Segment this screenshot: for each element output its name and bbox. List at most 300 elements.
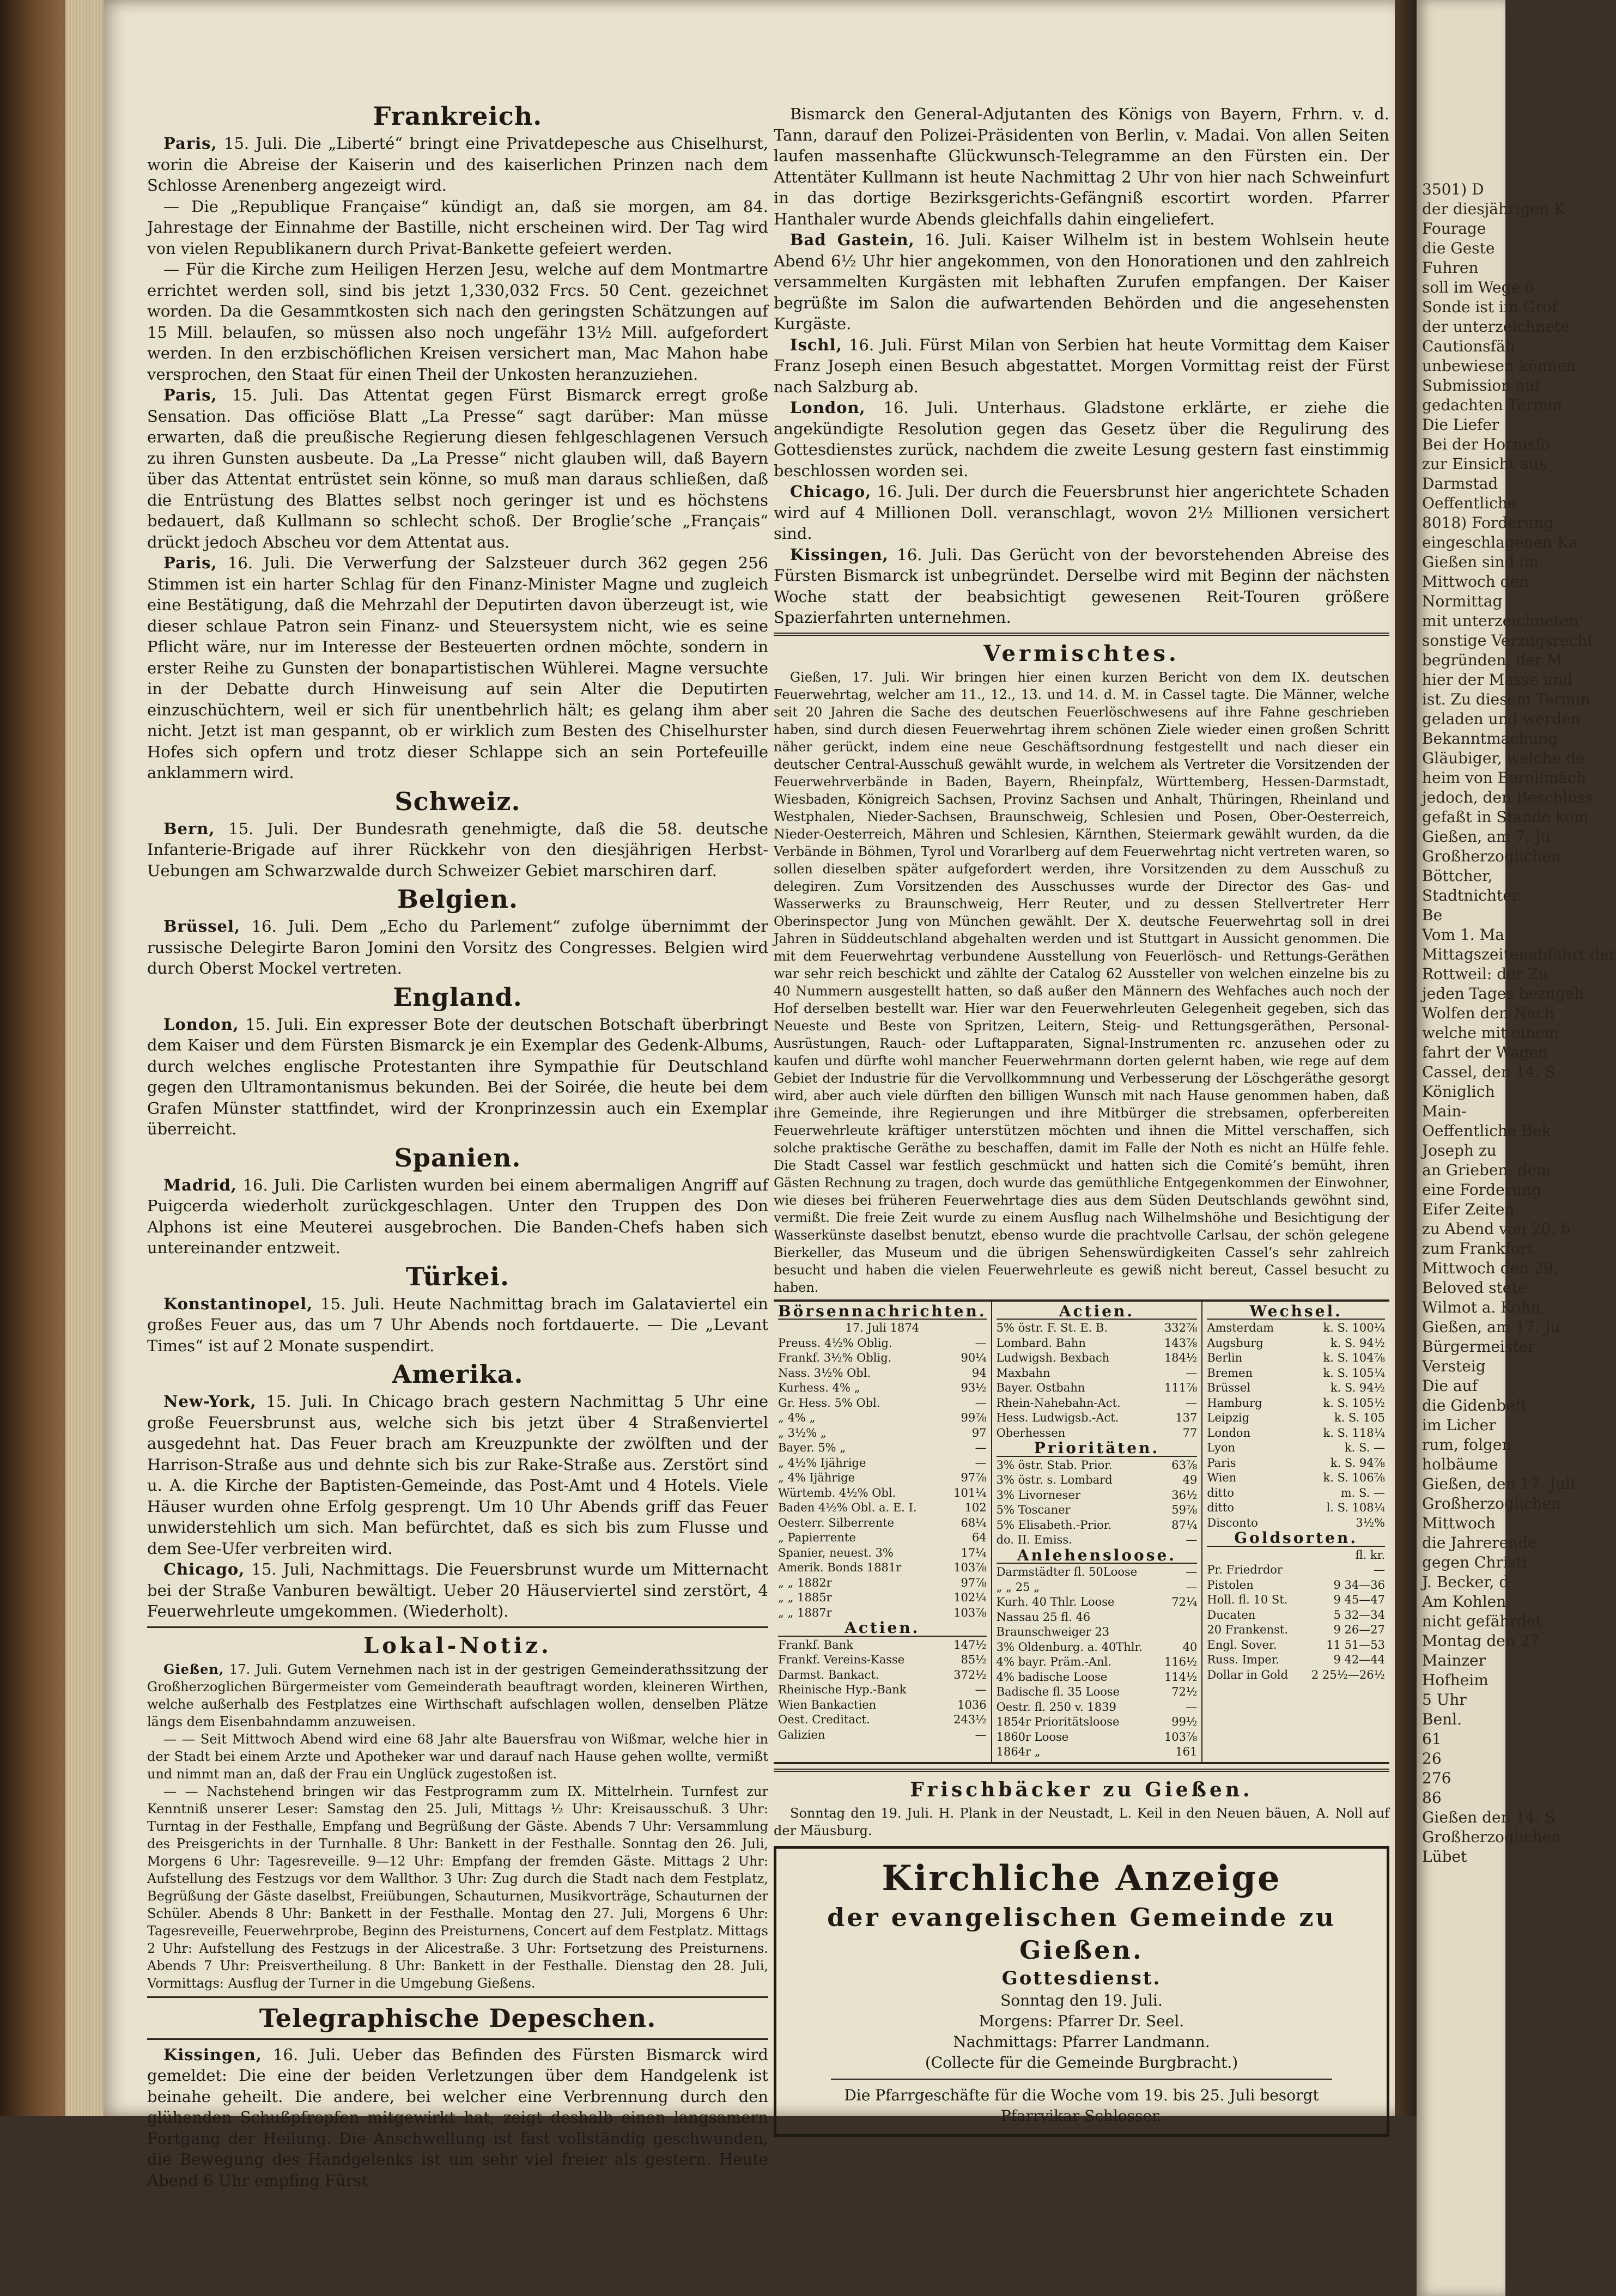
adjacent-page-line: Mittwoch — [1422, 1514, 1496, 1532]
security-rate: 161 — [1175, 1745, 1198, 1758]
adjacent-page-line: zum Frankfort — [1422, 1240, 1534, 1258]
exchange-row — [778, 1606, 987, 1621]
exchange-row — [997, 1595, 1198, 1610]
security-name: Lombard. Bahn — [996, 1336, 1086, 1350]
security-rate: 36½ — [1171, 1488, 1198, 1502]
adjacent-page-line: Main- — [1422, 1102, 1467, 1120]
dateline: Konstantinopel, — [163, 1294, 313, 1313]
exchange-heading: Wechsel. — [1207, 1304, 1385, 1320]
security-name: Engl. Sover. — [1207, 1638, 1277, 1651]
article-paragraph — [774, 481, 1389, 544]
security-name: Kurhess. 4% „ — [778, 1381, 860, 1394]
security-rate: k. S. 94½ — [1330, 1336, 1385, 1350]
security-rate: 1036 — [957, 1698, 987, 1711]
security-rate: k. S. 105¼ — [1323, 1366, 1385, 1380]
security-rate: — — [975, 1683, 987, 1696]
security-name: 20 Frankenst. — [1207, 1623, 1288, 1636]
article-paragraph — [147, 1559, 768, 1622]
article-paragraph — [147, 1175, 768, 1259]
security-rate: k. S. 105½ — [1323, 1396, 1385, 1410]
exchange-row — [1207, 1441, 1385, 1456]
security-rate: k. S. 100¼ — [1323, 1321, 1385, 1334]
section-heading-frischbaecker: Frischbäcker zu Gießen. — [910, 1778, 1253, 1801]
exchange-row — [997, 1411, 1198, 1426]
security-name: Russ. Imper. — [1207, 1653, 1280, 1666]
adjacent-page-line: 276 — [1422, 1769, 1451, 1787]
adjacent-page — [1417, 0, 1616, 2296]
security-rate: 11 51—53 — [1326, 1638, 1385, 1651]
exchange-row — [778, 1712, 987, 1728]
adjacent-page-line: der diesjährigen K — [1422, 200, 1565, 218]
exchange-row — [778, 1486, 987, 1501]
article-paragraph — [147, 1661, 768, 1730]
exchange-row — [1207, 1381, 1385, 1396]
adjacent-page-line: rum, folgen — [1422, 1436, 1512, 1454]
security-rate: 68¼ — [961, 1516, 987, 1529]
dateline: Ischl, — [790, 335, 842, 354]
adjacent-page-line: Oeffentliche Bek — [1422, 1122, 1551, 1140]
exchange-row — [778, 1728, 987, 1743]
security-name: Bayer. 5% „ — [778, 1441, 846, 1454]
section-heading-frankreich: Frankreich. — [373, 101, 543, 131]
exchange-row — [778, 1590, 987, 1606]
exchange-row — [778, 1426, 987, 1441]
security-name: Holl. fl. 10 St. — [1207, 1593, 1288, 1606]
security-name: Rhein-Nahebahn-Act. — [996, 1396, 1121, 1410]
article-text: 17. Juli. Gutem Vernehmen nach ist in der gestrigen Gemeinderathssitzung der Großherzoglichen Bürgermeister vom Gemeinderath beauftragt worden, kleineren Wirthen, welche außerhalb des Festplatzes eine Wirthschaft aufschlagen wollen, denselben Plätze längs dem Eisenbahndamm anzuweisen. — [147, 1661, 768, 1729]
exchange-row — [997, 1565, 1198, 1580]
exchange-row — [1207, 1411, 1385, 1426]
dateline: Chicago, — [790, 482, 872, 501]
adjacent-page-line: Darmstad — [1422, 475, 1498, 493]
adjacent-page-line: Am Kohlen — [1422, 1593, 1506, 1611]
security-rate: 87¼ — [1171, 1518, 1198, 1532]
security-rate: 93½ — [961, 1381, 987, 1394]
article-paragraph — [147, 1783, 768, 1992]
exchange-row — [1207, 1321, 1385, 1336]
article-text: — Die „Republique Française“ kündigt an, daß sie morgen, am 84. Jahrestage der Einnahme der Bastille, nicht erscheinen wird. Der Tag wird von vielen Republikanern durch Privat-Bankette gefeiert werden. — [147, 197, 768, 258]
security-rate: 9 42—44 — [1333, 1653, 1385, 1666]
article-paragraph — [147, 552, 768, 783]
church-notice — [774, 1846, 1389, 2137]
exchange-row — [997, 1396, 1198, 1411]
security-rate: 49 — [1182, 1473, 1198, 1486]
exchange-row — [778, 1381, 987, 1396]
church-notice-date: Sonntag den 19. Juli. — [1000, 1991, 1163, 2009]
adjacent-page-line: 86 — [1422, 1789, 1442, 1807]
exchange-row — [778, 1576, 987, 1591]
adjacent-page-line: Mittwoch den — [1422, 573, 1529, 591]
security-rate: 59⅞ — [1171, 1503, 1198, 1516]
security-rate: 94 — [971, 1366, 987, 1380]
article-text: 16. Juli. Unterhaus. Gladstone erklärte, er ziehe die angekündigte Resolution gegen das Gesetz über die Regulirung des Gottesdienstes zurück, nachdem die zweite Lesung gestern fast einstimmig beschlossen worden sei. — [774, 398, 1389, 480]
security-name: Ducaten — [1207, 1608, 1256, 1621]
security-rate: — — [1186, 1533, 1198, 1546]
security-name: 1860r Loose — [996, 1730, 1069, 1744]
security-rate: — — [1186, 1565, 1198, 1578]
exchange-row — [778, 1366, 987, 1381]
adjacent-page-line: Gießen, den 17. Juli — [1422, 1475, 1576, 1493]
adjacent-page-line: gedachten Termin — [1422, 396, 1563, 414]
security-rate: 184½ — [1164, 1351, 1198, 1364]
article-paragraph — [147, 916, 768, 979]
security-name: Brüssel — [1207, 1381, 1251, 1394]
divider — [147, 2038, 768, 2040]
adjacent-page-line: an Grieben, dem — [1422, 1161, 1551, 1179]
security-name: 3% Livorneser — [996, 1488, 1080, 1502]
adjacent-page-line: 61 — [1422, 1730, 1442, 1748]
exchange-subheading: Goldsorten. — [1207, 1530, 1385, 1547]
exchange-row — [997, 1533, 1198, 1548]
exchange-row — [997, 1366, 1198, 1381]
dateline: Gießen, — [163, 1661, 224, 1677]
adjacent-page-line: Fuhren — [1422, 259, 1479, 277]
exchange-row — [1207, 1501, 1385, 1516]
exchange-row — [1207, 1653, 1385, 1668]
adjacent-page-line: Lübet — [1422, 1848, 1467, 1866]
security-name: 4% badische Loose — [996, 1670, 1108, 1684]
adjacent-page-line: geladen und werden — [1422, 710, 1581, 728]
security-rate: 3½% — [1356, 1516, 1385, 1529]
frischbaecker-text: Sonntag den 19. Juli. H. Plank in der Neustadt, L. Keil in den Neuen bäuen, A. Noll auf der Mäusburg. — [774, 1805, 1389, 1838]
adjacent-page-line: fahrt der Wagen — [1422, 1043, 1548, 1061]
exchange-row — [1207, 1516, 1385, 1531]
security-rate: 40 — [1182, 1640, 1198, 1654]
section-heading-amerika: Amerika. — [392, 1359, 524, 1389]
dateline: London, — [163, 1015, 239, 1034]
security-name: Disconto — [1207, 1516, 1258, 1529]
article-text: 16. Juli. Kaiser Wilhelm ist in bestem Wohlsein heute Abend 6½ Uhr hier angekommen, von den Honorationen und den zahlreich versammelten Kurgästen mit lebhaften Zurufen empfangen. Der Kaiser begrüßte im Salon die aufwartenden Behörden und die angesehensten Kurgäste. — [774, 230, 1389, 333]
article-text: 16. Juli. Die Carlisten wurden bei einem abermaligen Angriff auf Puigcerda wiederholt zurückgeschlagen. Unter den Truppen des Don Alphons ist eine Meuterei ausgebrochen. Die Banden-Chefs haben sich untereinander entzweit. — [147, 1175, 768, 1257]
security-rate: — — [1186, 1700, 1198, 1714]
article-paragraph — [147, 1730, 768, 1783]
security-name: Wien Bankactien — [778, 1698, 877, 1711]
adjacent-page-line: Die auf — [1422, 1377, 1478, 1395]
adjacent-page-line: Beloved stete — [1422, 1279, 1527, 1297]
dateline: Paris, — [163, 386, 217, 404]
adjacent-page-line: Be — [1422, 906, 1443, 924]
adjacent-page-line: ist. Zu diesem Termin — [1422, 690, 1590, 708]
article-paragraph — [774, 335, 1389, 398]
article-text: 15. Juli. In Chicago brach gestern Nachmittag 5 Uhr eine große Feuersbrunst aus, welche sich bis jetzt über 4 Straßenviertel ausgedehnt hat. Das Feuer brach am Kreuzpunkte der zwölften und der Harrison-Straße aus und dehnte sich bis zur Rake-Straße aus. Zerstört sind u. A. die Kirche der Baptisten-Gemeinde, das Post-Amt und 4 Hotels. Viele Häuser wurden ohne Erfolg gesprengt. Um 10 Uhr Abends griff das Feuer unwiderstehlich um sich. Man befürchtet, daß es sich bis zum Flusse und dem See-Ufer verbreiten wird. — [147, 1392, 768, 1558]
security-rate: 101¼ — [953, 1486, 987, 1499]
security-name: Galizien — [778, 1728, 825, 1741]
article-paragraph — [774, 397, 1389, 481]
exchange-row — [778, 1698, 987, 1713]
security-rate: k. S. 105 — [1334, 1411, 1385, 1424]
section-telegraph — [147, 2044, 768, 2191]
exchange-row — [1207, 1336, 1385, 1351]
article-paragraph — [774, 229, 1389, 335]
adjacent-page-line: jedoch, den Beschlüss — [1422, 788, 1593, 806]
security-rate: k. S. 94½ — [1330, 1381, 1385, 1394]
security-rate: 9 34—36 — [1333, 1578, 1385, 1592]
security-rate: 5 32—34 — [1333, 1608, 1385, 1621]
security-rate: 2 25½—26½ — [1311, 1668, 1385, 1681]
article-paragraph — [147, 1014, 768, 1140]
dateline: Bern, — [163, 819, 215, 838]
adjacent-page-line: Rottweil: der Zu — [1422, 965, 1548, 983]
security-rate: k. S. 104⅞ — [1323, 1351, 1385, 1364]
church-notice-subtitle: der evangelischen Gemeinde zu Gießen. — [827, 1902, 1336, 1965]
exchange-row — [778, 1471, 987, 1486]
exchange-row — [997, 1503, 1198, 1518]
adjacent-page-line: Versteig — [1422, 1357, 1486, 1375]
book-binding — [0, 0, 104, 2116]
church-notice-duty: Die Pfarrgeschäfte für die Woche vom 19. bis 25. Juli besorgt — [844, 2086, 1319, 2104]
church-notice-afternoon: Nachmittags: Pfarrer Landmann. — [953, 2032, 1210, 2051]
exchange-row — [778, 1516, 987, 1531]
security-rate: — — [975, 1441, 987, 1454]
security-name: Frankf. 3½% Oblig. — [778, 1351, 892, 1364]
exchange-row — [1207, 1638, 1385, 1653]
security-name: Amsterdam — [1207, 1321, 1274, 1334]
church-notice-title: Kirchliche Anzeige — [882, 1857, 1281, 1899]
security-name: Pistolen — [1207, 1578, 1254, 1592]
exchange-row — [997, 1426, 1198, 1441]
article-paragraph — [774, 544, 1389, 628]
adjacent-page-line: Hofheim — [1422, 1671, 1489, 1689]
exchange-row — [778, 1351, 987, 1366]
exchange-row — [778, 1530, 987, 1546]
exchange-row — [1207, 1578, 1385, 1593]
dateline: Kissingen, — [163, 2045, 262, 2064]
article-text: 15. Juli. Das Attentat gegen Fürst Bismarck erregt große Sensation. Das officiöse Blatt „La Presse“ sagt darüber: Man müsse erwarten, daß die preußische Regierung diesen fehlgeschlagenen Versuch zu ihren Gunsten ausbeute. Da „La Presse“ nicht glauben will, daß Bayern über das Attentat entrüstet sein könne, so muß man daraus schließen, daß die Entrüstung des Blattes selbst noch geringer ist und es höchstens bedauert, daß Kullmann so schlecht schoß. Der Broglie’sche „Français“ drückt jedoch Abscheu vor dem Attentat aus. — [147, 386, 768, 551]
exchange-heading: Actien. — [997, 1304, 1198, 1320]
security-name: „ 4% Ijährige — [778, 1471, 855, 1484]
security-rate: 99½ — [1171, 1715, 1198, 1728]
adjacent-page-line: die Gidenbeft — [1422, 1396, 1527, 1414]
dateline: Brüssel, — [163, 917, 241, 936]
article-paragraph — [147, 2044, 768, 2191]
security-name: „ „ 25 „ — [996, 1580, 1040, 1594]
exchange-row — [778, 1501, 987, 1516]
exchange-row — [997, 1473, 1198, 1488]
exchange-row — [1207, 1366, 1385, 1381]
security-name: „ 4½% Ijährige — [778, 1456, 866, 1469]
adjacent-page-line: Böttcher, — [1422, 867, 1493, 885]
article-text: Bismarck den General-Adjutanten des Königs von Bayern, Frhrn. v. d. Tann, darauf den Polizei-Präsidenten von Berlin, v. Madai. Von allen Seiten laufen massenhafte Glückwunsch-Telegramme an den Fürsten ein. Der Attentäter Kullmann ist heute Nachmittag 2 Uhr von hier nach Schweinfurt in das dortige Bezirksgerichts-Gefängniß escortirt worden. Pfarrer Hanthaler wurde Abends gleichfalls dahin eingeliefert. — [774, 105, 1389, 228]
security-rate: 143⅞ — [1164, 1336, 1198, 1350]
section-heading-vermischtes: Vermischtes. — [983, 640, 1180, 666]
divider — [147, 1996, 768, 1998]
security-name: Maxbahn — [996, 1366, 1050, 1380]
security-name: 3% Oldenburg. a. 40Thlr. — [996, 1640, 1143, 1654]
exchange-row — [778, 1668, 987, 1683]
adjacent-page-line: Gießen den 14. S — [1422, 1808, 1556, 1826]
dateline: Chicago, — [163, 1560, 245, 1578]
adjacent-page-line: Normittag — [1422, 592, 1503, 610]
security-name: Hamburg — [1207, 1396, 1262, 1410]
article-text: 16. Juli. Das Gerücht von der bevorstehenden Abreise des Fürsten Bismarck ist unbegründet. Derselbe wird mit Beginn der nächsten Woche statt der beabsichtigt gewesenen Reit-Touren größere Spazierfahrten unternehmen. — [774, 545, 1389, 627]
section-spanien — [147, 1175, 768, 1259]
security-name: do. II. Emiss. — [996, 1533, 1072, 1546]
security-name: Rheinische Hyp.-Bank — [778, 1683, 907, 1696]
exchange-row — [778, 1411, 987, 1426]
adjacent-page-line: Mainzer — [1422, 1651, 1486, 1669]
section-lokal — [147, 1661, 768, 1992]
exchange-row — [997, 1700, 1198, 1715]
exchange-row — [1207, 1471, 1385, 1486]
adjacent-page-line: Cassel, den 14. S — [1422, 1063, 1556, 1081]
security-name: 5% östr. F. St. E. B. — [996, 1321, 1108, 1334]
exchange-row — [997, 1458, 1198, 1473]
security-name: Augsburg — [1207, 1336, 1263, 1350]
section-heading-telegraph: Telegraphische Depeschen. — [259, 2003, 657, 2033]
security-name: Oberhessen — [996, 1426, 1066, 1439]
security-rate: 103⅞ — [953, 1561, 987, 1574]
exchange-row — [778, 1560, 987, 1576]
book-gutter — [1395, 0, 1417, 2116]
security-name: „ 3½% „ — [778, 1426, 827, 1439]
adjacent-page-line: Mittwoch den 29. — [1422, 1259, 1558, 1277]
exchange-row — [997, 1488, 1198, 1503]
exchange-row — [1207, 1351, 1385, 1366]
article-text: — — Seit Mittwoch Abend wird eine 68 Jahr alte Bauersfrau von Wißmar, welche hier in der Stadt bei einem Arzte und Apotheker war und darauf nach Hause gehen wollte, vermißt und nimmt man an, daß der Frau ein Unglück zugestoßen ist. — [147, 1731, 768, 1782]
security-name: Nassau 25 fl. 46 — [996, 1610, 1091, 1624]
exchange-row — [778, 1546, 987, 1561]
exchange-row — [997, 1745, 1198, 1760]
article-text: 16. Juli. Die Verwerfung der Salzsteuer durch 362 gegen 256 Stimmen ist ein harter Schlag für den Finanz-Minister Magne und zugleich eine Bestätigung, daß die Mehrzahl der Deputirten davon überzeugt ist, wie dieser schlaue Patron sein Finanz- und Steuersystem nicht, wie es seine Pflicht wäre, nur im Interesse der Besteuerten ordnen möchte, sondern in erster Reihe zu Gunsten der bonapartistischen Wühlerei. Magne versuchte in der Debatte durch Hinweisung auf sein Alter die Deputirten einzuschüchtern, weil er sich für unentbehrlich hält; es gelang ihm aber nicht. Jetzt ist man gespannt, ob er wirklich zum Besten des Chiselhurster Hofes sich opfern und trotz dieser Schlappe sich an sein Portefeuille anklammern wird. — [147, 554, 768, 782]
exchange-row — [1207, 1486, 1385, 1501]
security-name: Darmstädter fl. 50Loose — [996, 1565, 1138, 1578]
article-text: 16. Juli. Fürst Milan von Serbien hat heute Vormittag dem Kaiser Franz Joseph einen Besuch abgestattet. Morgen Vormittag reist der Fürst nach Salzburg ab. — [774, 335, 1389, 396]
security-name: Paris — [1207, 1456, 1236, 1469]
exchange-row — [778, 1396, 987, 1411]
security-name: Gr. Hess. 5% Obl. — [778, 1396, 880, 1410]
dateline: London, — [790, 398, 866, 417]
adjacent-page-line: Königlich — [1422, 1083, 1495, 1101]
adjacent-page-line: Bei der Hornisfo — [1422, 435, 1551, 453]
security-rate: k. S. 118¼ — [1323, 1426, 1385, 1439]
section-heading-lokal: Lokal-Notiz. — [363, 1632, 552, 1659]
security-rate: 9 45—47 — [1333, 1593, 1385, 1606]
exchange-subheading: Prioritäten. — [997, 1441, 1198, 1457]
security-name: „ „ 1882r — [778, 1576, 832, 1589]
adjacent-page-line: Vom 1. Ma — [1422, 926, 1504, 944]
security-rate: 243½ — [953, 1713, 987, 1726]
security-rate: 64 — [971, 1531, 987, 1544]
section-belgien — [147, 916, 768, 979]
dateline: Madrid, — [163, 1175, 237, 1194]
section-heading-england: England. — [393, 982, 523, 1012]
adjacent-page-line: sonstige Verzugsrecht — [1422, 631, 1594, 649]
adjacent-page-line: Benl. — [1422, 1710, 1462, 1728]
security-name: Berlin — [1207, 1351, 1243, 1364]
security-name: Dollar in Gold — [1207, 1668, 1289, 1681]
exchange-row — [1207, 1426, 1385, 1441]
adjacent-page-line: welche mit einem — [1422, 1024, 1559, 1042]
adjacent-page-line: nicht gefährdet — [1422, 1612, 1542, 1630]
security-name: Frankf. Bank — [778, 1638, 853, 1651]
security-name: Frankf. Vereins-Kasse — [778, 1653, 905, 1666]
article-text: 16. Juli. Dem „Echo du Parlement“ zufolge übernimmt der russische Delegirte Baron Jomini den Vorsitz des Congresses. Belgien wird durch Oberst Mockel vertreten. — [147, 917, 768, 977]
exchange-col-actien — [992, 1302, 1203, 1762]
security-name: Würtemb. 4½% Obl. — [778, 1486, 896, 1499]
adjacent-page-line: Die Liefer — [1422, 416, 1499, 434]
exchange-row — [1207, 1608, 1385, 1623]
security-name: „ Papierrente — [778, 1531, 856, 1544]
security-name: Oestr. fl. 250 v. 1839 — [996, 1700, 1116, 1714]
security-rate: — — [1374, 1563, 1385, 1576]
divider — [147, 1626, 768, 1628]
adjacent-page-line: zur Einsicht aus — [1422, 455, 1547, 473]
security-rate: 97⅞ — [961, 1576, 987, 1589]
security-rate: 332⅞ — [1164, 1321, 1198, 1334]
security-rate: 137 — [1175, 1411, 1198, 1424]
adjacent-page-line: Bekanntmachung — [1422, 730, 1558, 748]
security-name: 3% östr. s. Lombard — [996, 1473, 1113, 1486]
security-name: Pr. Friedrdor — [1207, 1563, 1283, 1576]
security-name: Hess. Ludwigsb.-Act. — [996, 1411, 1119, 1424]
adjacent-page-line: im Licher — [1422, 1416, 1496, 1434]
section-heading-tuerkei: Türkei. — [406, 1261, 509, 1291]
security-rate: 147½ — [953, 1638, 987, 1651]
exchange-row — [997, 1518, 1198, 1533]
exchange-date: 17. Juli 1874 — [845, 1321, 920, 1334]
adjacent-page-line: Eifer Zeiten — [1422, 1200, 1515, 1218]
security-rate: — — [1186, 1580, 1198, 1594]
adjacent-page-line: Joseph zu — [1422, 1141, 1497, 1159]
divider — [774, 1769, 1389, 1772]
security-rate: 372½ — [953, 1668, 987, 1681]
security-name: Nass. 3½% Obl. — [778, 1366, 871, 1380]
exchange-row — [1207, 1456, 1385, 1471]
article-paragraph — [147, 133, 768, 196]
section-england — [147, 1014, 768, 1140]
exchange-row — [997, 1321, 1198, 1336]
adjacent-page-line: Bürgermeister — [1422, 1338, 1535, 1356]
section-telegraph-continued — [774, 104, 1389, 628]
security-rate: 99⅞ — [961, 1411, 987, 1424]
security-name: Kurh. 40 Thlr. Loose — [996, 1595, 1115, 1608]
church-notice-morning: Morgens: Pfarrer Dr. Seel. — [979, 2012, 1184, 2030]
article-text: — — Nachstehend bringen wir das Festprogramm zum IX. Mittelrhein. Turnfest zur Kenntniß unserer Leser: Samstag den 25. Juli, Mittags ½ Uhr: Kreisausschuß. 3 Uhr: Turntag in der Festhalle, Empfang und Begrüßung der Gäste. Abends 7 Uhr: Versammlung des Preisgerichts in der Turnhalle. 8 Uhr: Bankett in der Festhalle. Sonntag den 26. Juli, Morgens 6 Uhr: Tagesreveille. 9—12 Uhr: Empfang der fremden Gäste. Mittags 2 Uhr: Aufstellung des Festzugs vor dem Wallthor. 3 Uhr: Zug durch die Stadt nach dem Festplatz, Begrüßung der Gäste daselbst, Freiübungen, Schauturnen, Musikvorträge, Schauturnen der Schüler. Abends 8 Uhr: Bankett in der Festhalle. Montag den 27. Juli, Morgens 6 Uhr: Tagesreveille, Feuerwehrprobe, Beginn des Preisturnens, Concert auf dem Festplatz. Mittags 2 Uhr: Aufstellung des Festzugs in der Alicestraße. 3 Uhr: Fortsetzung des Preisturnens. Abends 7 Uhr: Preisvertheilung. 8 Uhr: Bankett in der Festhalle. Dienstag den 28. Juli, Vormittags: Ausflug der Turner in die Umgebung Gießens. — [147, 1783, 768, 1991]
security-rate: — — [975, 1728, 987, 1741]
exchange-row — [778, 1682, 987, 1698]
security-rate: 97⅞ — [961, 1471, 987, 1484]
exchange-heading: Börsennachrichten. — [778, 1302, 987, 1320]
adjacent-page-line: Großherzoglichen — [1422, 1828, 1562, 1846]
security-rate: k. S. 94⅞ — [1330, 1456, 1385, 1469]
page-edges — [65, 0, 104, 2116]
adjacent-page-line: Cautionsfäh — [1422, 337, 1515, 355]
adjacent-page-line: 5 Uhr — [1422, 1691, 1467, 1709]
section-schweiz — [147, 818, 768, 882]
security-name: „ „ 1885r — [778, 1591, 832, 1604]
security-rate: — — [975, 1396, 987, 1410]
security-name: 3% östr. Stab. Prior. — [996, 1458, 1113, 1472]
adjacent-page-line: zu Abend von 20. b — [1422, 1220, 1571, 1238]
adjacent-page-line: hier der Masse und — [1422, 671, 1573, 689]
adjacent-page-line: Wilmot a. Kohn, — [1422, 1298, 1546, 1316]
adjacent-page-line: 26 — [1422, 1750, 1442, 1767]
security-name: Spanier, neuest. 3% — [778, 1546, 894, 1559]
security-name: 5% Toscaner — [996, 1503, 1071, 1516]
exchange-row — [997, 1336, 1198, 1351]
exchange-row — [997, 1685, 1198, 1700]
church-notice-vicar: Pfarrvikar Schlosser. — [1000, 2106, 1163, 2125]
adjacent-page-line: Großherzoglichen — [1422, 847, 1562, 865]
security-name: London — [1207, 1426, 1251, 1439]
adjacent-page-line: J. Becker, d — [1422, 1573, 1509, 1591]
security-name: ditto — [1207, 1486, 1235, 1499]
security-name: Leipzig — [1207, 1411, 1250, 1424]
right-column — [774, 104, 1389, 2137]
article-paragraph — [147, 259, 768, 385]
exchange-row — [997, 1670, 1198, 1685]
article-text: 15. Juli. Die „Liberté“ bringt eine Privatdepesche aus Chiselhurst, worin die Abreise der Kaiserin und des kaiserlichen Prinzen nach dem Schlosse Arenenberg angezeigt wird. — [147, 134, 768, 195]
